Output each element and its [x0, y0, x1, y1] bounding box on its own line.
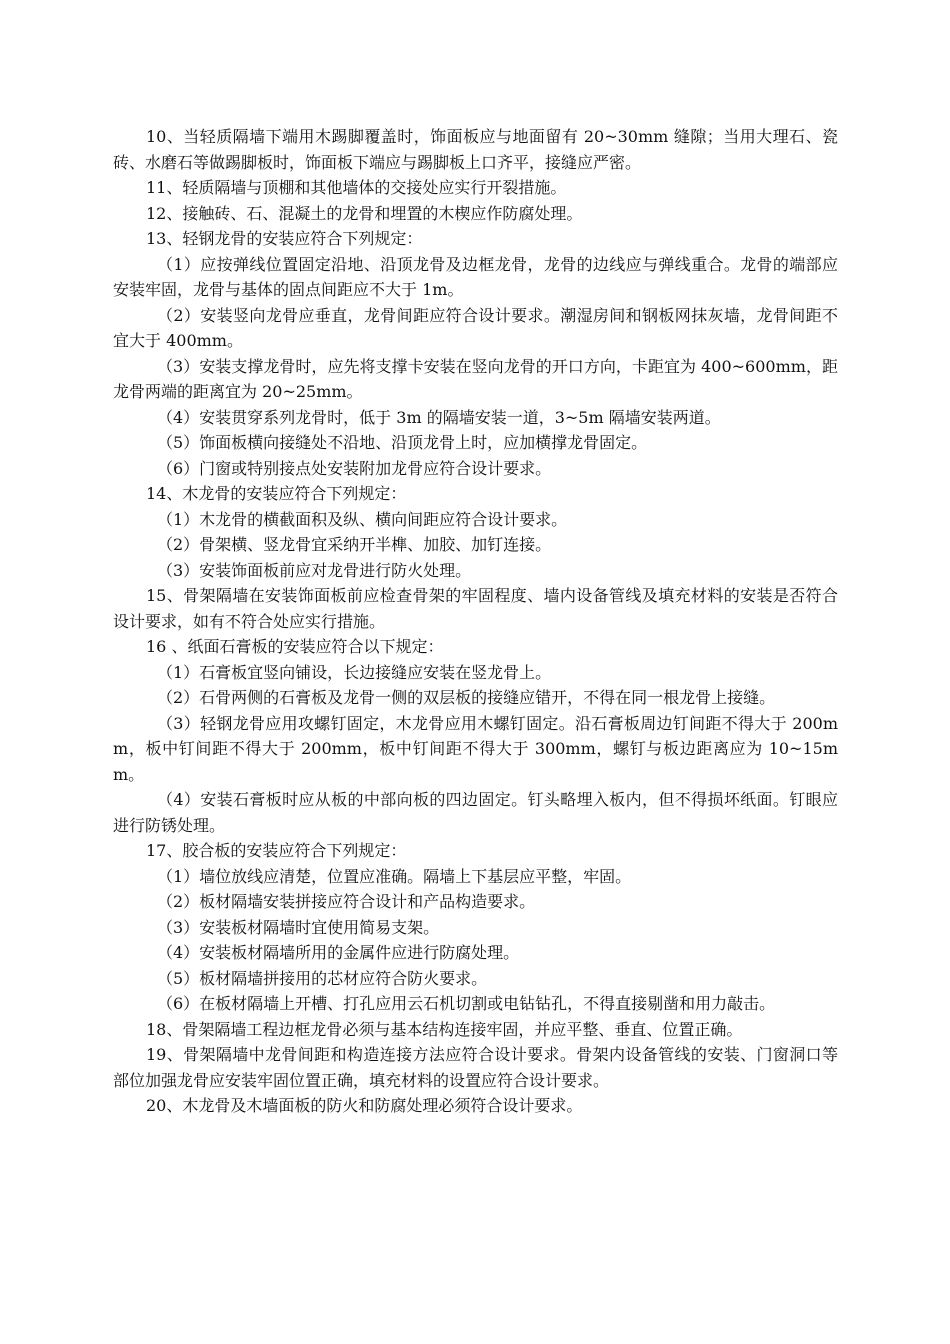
paragraph-sub-13-1: （1）应按弹线位置固定沿地、沿顶龙骨及边框龙骨，龙骨的边线应与弹线重合。龙骨的端部应安装牢固，龙骨与基体的固点间距应不大于 1m。: [113, 254, 838, 299]
paragraph-sub-14-1: （1）木龙骨的横截面积及纵、横向间距应符合设计要求。: [157, 509, 568, 529]
paragraph-sub-13-3: （3）安装支撑龙骨时，应先将支撑卡安装在竖向龙骨的开口方向，卡距宜为 400~600mm，距龙骨两端的距离宜为 20~25mm。: [113, 356, 838, 401]
document-body: [113, 124, 838, 1119]
paragraph-item-15: 15、骨架隔墙在安装饰面板前应检查骨架的牢固程度、墙内设备管线及填充材料的安装是否符合设计要求，如有不符合处应实行措施。: [113, 586, 838, 631]
paragraph-sub-16-2: （2）石骨两侧的石膏板及龙骨一侧的双层板的接缝应错开，不得在同一根龙骨上接缝。: [157, 688, 776, 707]
paragraph-item-11: 11、轻质隔墙与顶棚和其他墙体的交接处应实行开裂措施。: [146, 178, 567, 197]
paragraph-sub-16-3: （3）轻钢龙骨应用攻螺钉固定，木龙骨应用木螺钉固定。沿石膏板周边钉间距不得大于 200mm，板中钉间距不得大于 200mm，板中钉间距不得大于 300mm，螺钉与板边距离应为 10~15mm。: [113, 713, 838, 784]
paragraph-item-14: 14、木龙骨的安装应符合下列规定：: [146, 484, 407, 503]
paragraph-item-13: 13、轻钢龙骨的安装应符合下列规定：: [146, 229, 423, 248]
paragraph-sub-13-2: （2）安装竖向龙骨应垂直，龙骨间距应符合设计要求。潮湿房间和钢板网抹灰墙，龙骨间距不宜大于 400mm。: [113, 305, 838, 350]
paragraph-item-12: 12、接触砖、石、混凝土的龙骨和埋置的木楔应作防腐处理。: [146, 203, 583, 223]
paragraph-item-19: 19、骨架隔墙中龙骨间距和构造连接方法应符合设计要求。骨架内设备管线的安装、门窗洞口等部位加强龙骨应安装牢固位置正确，填充材料的设置应符合设计要求。: [113, 1045, 838, 1090]
paragraph-sub-17-6: （6）在板材隔墙上开槽、打孔应用云石机切割或电钻钻孔，不得直接剔凿和用力敲击。: [157, 994, 776, 1013]
paragraph-item-10: 10、当轻质隔墙下端用木踢脚覆盖时，饰面板应与地面留有 20~30mm 缝隙；当用大理石、瓷砖、水磨石等做踢脚板时，饰面板下端应与踢脚板上口齐平，接缝应严密。: [113, 127, 838, 172]
paragraph-item-17: 17、胶合板的安装应符合下列规定：: [146, 841, 407, 860]
paragraph-sub-13-4: （4）安装贯穿系列龙骨时，低于 3m 的隔墙安装一道，3~5m 隔墙安装两道。: [157, 407, 721, 427]
paragraph-sub-14-2: （2）骨架横、竖龙骨宜采纳开半榫、加胶、加钉连接。: [157, 535, 552, 554]
paragraph-sub-17-4: （4）安装板材隔墙所用的金属件应进行防腐处理。: [157, 943, 520, 962]
paragraph-item-18: 18、骨架隔墙工程边框龙骨必须与基本结构连接牢固，并应平整、垂直、位置正确。: [146, 1019, 743, 1039]
paragraph-sub-13-5: （5）饰面板横向接缝处不沿地、沿顶龙骨上时，应加横撑龙骨固定。: [157, 433, 648, 452]
paragraph-sub-16-1: （1）石膏板宜竖向铺设，长边接缝应安装在竖龙骨上。: [157, 662, 552, 682]
paragraph-item-20: 20、木龙骨及木墙面板的防火和防腐处理必须符合设计要求。: [146, 1096, 583, 1115]
paragraph-sub-17-3: （3）安装板材隔墙时宜使用简易支架。: [157, 917, 440, 937]
paragraph-sub-14-3: （3）安装饰面板前应对龙骨进行防火处理。: [157, 560, 472, 580]
paragraph-sub-17-5: （5）板材隔墙拼接用的芯材应符合防火要求。: [157, 968, 488, 988]
paragraph-sub-16-4: （4）安装石膏板时应从板的中部向板的四边固定。钉头略埋入板内，但不得损坏纸面。钉眼应进行防锈处理。: [113, 790, 838, 835]
paragraph-sub-13-6: （6）门窗或特别接点处安装附加龙骨应符合设计要求。: [157, 458, 552, 478]
paragraph-sub-17-2: （2）板材隔墙安装拼接应符合设计和产品构造要求。: [157, 892, 536, 911]
paragraph-item-16: 16 、纸面石膏板的安装应符合以下规定：: [146, 637, 444, 656]
paragraph-sub-17-1: （1）墙位放线应清楚，位置应准确。隔墙上下基层应平整，牢固。: [157, 866, 632, 886]
